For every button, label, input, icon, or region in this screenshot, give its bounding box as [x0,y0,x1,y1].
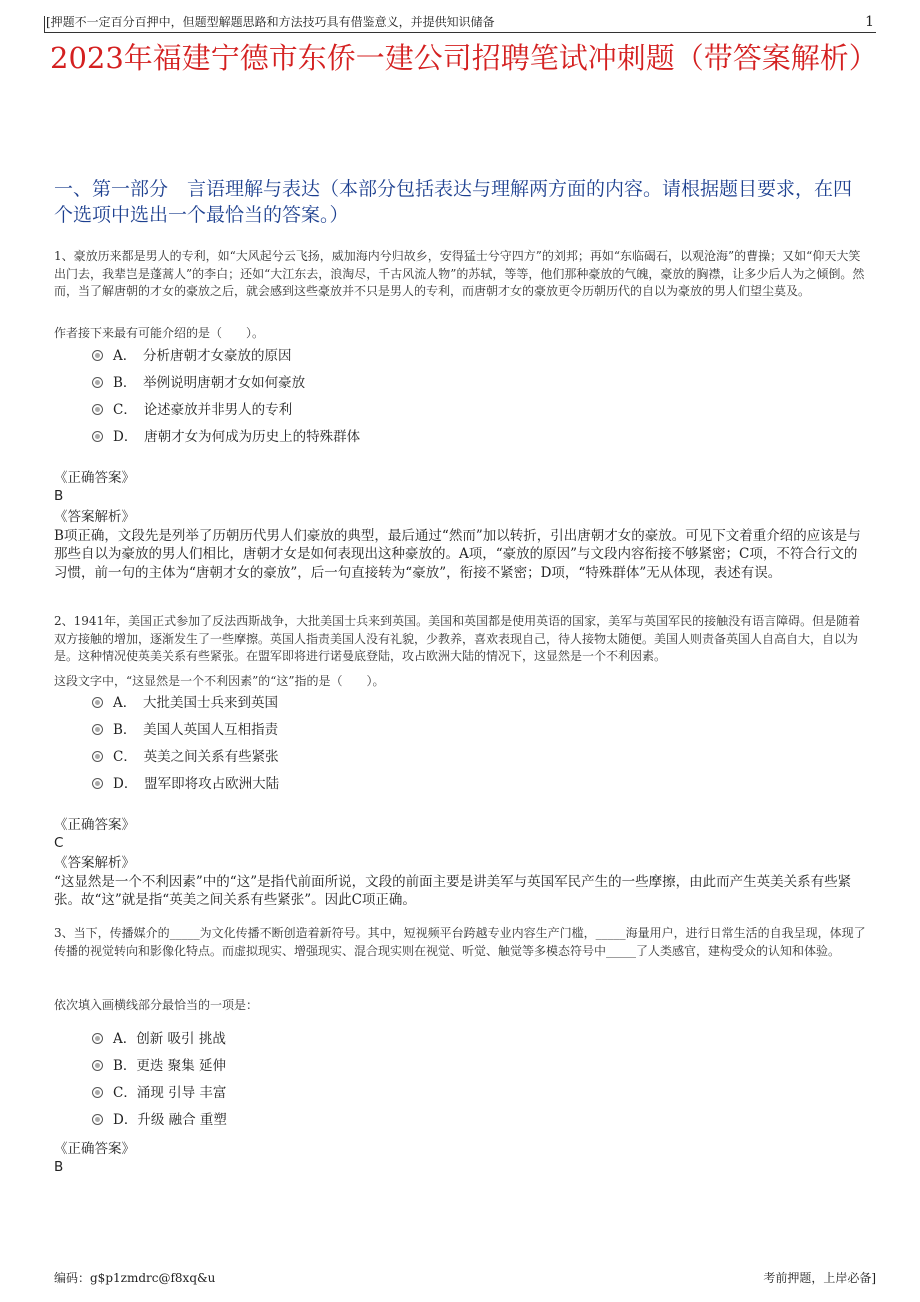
q1-option-a[interactable] [92,347,292,365]
q2-answer-label: 《正确答案》 [54,817,135,833]
radio-icon[interactable] [92,697,103,708]
radio-icon[interactable] [92,751,103,762]
page-number: 1 [865,14,874,30]
q2-option-c[interactable] [92,748,279,766]
section-title: 一、第一部分 言语理解与表达（本部分包括表达与理解两方面的内容。请根据题目要求，在四个选项中选出一个最恰当的答案。） [54,178,853,226]
footer-slogan: 考前押题，上岸必备] [763,1271,876,1285]
q3-question: 依次填入画横线部分最恰当的一项是： [54,998,259,1012]
q1-analysis-label: 《答案解析》 [54,509,135,525]
option-label: A． 分析唐朝才女豪放的原因 [113,348,292,364]
option-label: D．升级 融合 重塑 [113,1112,227,1128]
document-title: 2023年福建宁德市东侨一建公司招聘笔试冲刺题（带答案解析） [50,41,878,75]
option-label: A． 大批美国士兵来到英国 [113,695,278,711]
header-left-border [44,16,45,32]
radio-icon[interactable] [92,377,103,388]
q1-option-d[interactable] [92,428,360,446]
page-header [44,14,876,33]
q3-option-c[interactable] [92,1084,226,1102]
q2-option-d[interactable] [92,775,279,793]
q1-option-c[interactable] [92,401,292,419]
option-label: D． 唐朝才女为何成为历史上的特殊群体 [113,429,361,445]
q1-answer-label: 《正确答案》 [54,470,135,486]
option-label: D． 盟军即将攻占欧洲大陆 [113,776,280,792]
option-label: C． 英美之间关系有些紧张 [113,749,279,765]
q3-passage: 3、当下，传播媒介的_____为文化传播不断创造着新符号。其中，短视频平台跨越专业内容生产门槛，_____海量用户，进行日常生活的自我呈现，体现了传播的视觉转向和影像化特点。而虚拟现实、增强现实、混合现实则在视觉、听觉、触觉等多模态符号中_____了人类感官，建构受众的认知和体验。 [54,926,866,958]
q2-question: 这段文字中，“这显然是一个不利因素”的“这”指的是（ ）。 [54,674,385,688]
radio-icon[interactable] [92,1087,103,1098]
q2-answer: C [54,835,64,851]
q1-question: 作者接下来最有可能介绍的是（ ）。 [54,326,265,340]
radio-icon[interactable] [92,1060,103,1071]
header-disclaimer: [押题不一定百分百押中，但题型解题思路和方法技巧具有借鉴意义，并提供知识储备 [46,15,495,29]
q2-analysis: “这显然是一个不利因素”中的“这”是指代前面所说，文段的前面主要是讲美军与英国军民产生的一些摩擦，由此而产生英美关系有些紧张。故“这”就是指“英美之间关系有些紧张”。因此C项正确。 [54,874,852,909]
radio-icon[interactable] [92,404,103,415]
option-label: C． 论述豪放并非男人的专利 [113,402,293,418]
option-label: B．更迭 聚集 延伸 [113,1058,227,1074]
option-label: B． 美国人英国人互相指责 [113,722,279,738]
option-label: A．创新 吸引 挑战 [113,1031,226,1047]
radio-icon[interactable] [92,350,103,361]
radio-icon[interactable] [92,724,103,735]
q3-option-a[interactable] [92,1030,226,1048]
option-label: C．涌现 引导 丰富 [113,1085,227,1101]
radio-icon[interactable] [92,431,103,442]
q1-passage: 1、豪放历来都是男人的专利，如“大风起兮云飞扬，威加海内兮归故乡，安得猛士兮守四方”的刘邦；再如“东临碣石，以观沧海”的曹操；又如“仰天大笑出门去，我辈岂是蓬蒿人”的李白；还如“大江东去，浪淘尽，千古风流人物”的苏轼，等等，他们那种豪放的气魄，豪放的胸襟，让多少后人为之倾倒。然而，当了解唐朝的才女的豪放之后，就会感到这些豪放并不只是男人的专利，而唐朝才女的豪放更令历朝历代的自以为豪放的男人们望尘莫及。 [54,249,865,298]
footer-code: 编码：g$p1zmdrc@f8xq&u [54,1271,216,1285]
q3-option-d[interactable] [92,1111,227,1129]
q3-option-b[interactable] [92,1057,226,1075]
q1-option-b[interactable] [92,374,305,392]
option-label: B． 举例说明唐朝才女如何豪放 [113,375,306,391]
q3-answer: B [54,1159,64,1175]
q2-passage: 2、1941年，美国正式参加了反法西斯战争，大批美国士兵来到英国。美国和英国都是使用英语的国家，美军与英国军民的接触没有语言障碍。但是随着双方接触的增加，逐渐发生了一些摩擦。英国人指责美国人没有礼貌，少教养，喜欢表现自己，待人接物太随便。美国人则责备英国人自高自大，自以为是。这种情况使英美关系有些紧张。在盟军即将进行诺曼底登陆，攻占欧洲大陆的情况下，这显然是一个不利因素。 [54,614,861,663]
q3-answer-label: 《正确答案》 [54,1141,135,1157]
radio-icon[interactable] [92,778,103,789]
radio-icon[interactable] [92,1114,103,1125]
q2-analysis-label: 《答案解析》 [54,855,135,871]
q2-option-b[interactable] [92,721,278,739]
radio-icon[interactable] [92,1033,103,1044]
q1-answer: B [54,488,64,504]
q1-analysis: B项正确，文段先是列举了历朝历代男人们豪放的典型，最后通过“然而”加以转折，引出唐朝才女的豪放。可见下文着重介绍的应该是与那些自以为豪放的男人们相比，唐朝才女是如何表现出这种豪放的。A项，“豪放的原因”与文段内容衔接不够紧密；C项，不符合行文的习惯，前一句的主体为“唐朝才女的豪放”，后一句直接转为“豪放”，衔接不紧密；D项，“特殊群体”无从体现，表述有误。 [54,528,861,581]
q2-option-a[interactable] [92,694,278,712]
